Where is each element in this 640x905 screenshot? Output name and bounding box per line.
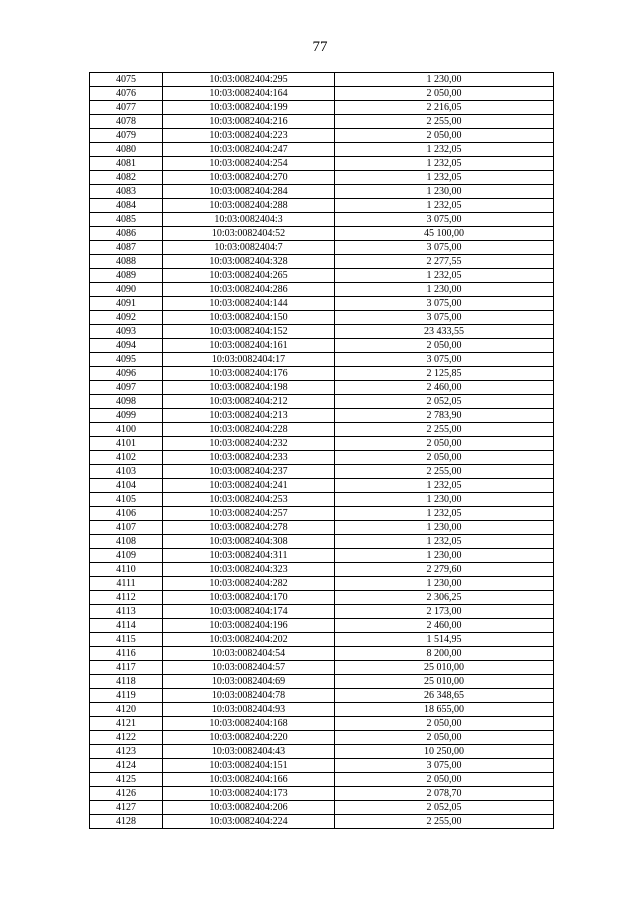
cadastral-number-cell: 10:03:0082404:270	[163, 171, 335, 185]
table-row	[90, 367, 554, 381]
table-row	[90, 227, 554, 241]
table-row	[90, 465, 554, 479]
row-number-cell: 4095	[90, 353, 163, 367]
cadastral-number-cell: 10:03:0082404:254	[163, 157, 335, 171]
value-cell: 25 010,00	[335, 661, 554, 675]
cadastral-number-cell: 10:03:0082404:54	[163, 647, 335, 661]
cadastral-number-cell: 10:03:0082404:223	[163, 129, 335, 143]
value-cell: 1 232,05	[335, 479, 554, 493]
cadastral-number-cell: 10:03:0082404:43	[163, 745, 335, 759]
table-row	[90, 563, 554, 577]
cadastral-number-cell: 10:03:0082404:233	[163, 451, 335, 465]
table-row	[90, 381, 554, 395]
cadastral-number-cell: 10:03:0082404:173	[163, 787, 335, 801]
value-cell: 2 050,00	[335, 451, 554, 465]
cadastral-number-cell: 10:03:0082404:328	[163, 255, 335, 269]
cadastral-number-cell: 10:03:0082404:168	[163, 717, 335, 731]
table-row	[90, 199, 554, 213]
row-number-cell: 4083	[90, 185, 163, 199]
value-cell: 2 052,05	[335, 395, 554, 409]
cadastral-number-cell: 10:03:0082404:288	[163, 199, 335, 213]
row-number-cell: 4101	[90, 437, 163, 451]
value-cell: 2 050,00	[335, 129, 554, 143]
value-cell: 3 075,00	[335, 297, 554, 311]
table-row	[90, 213, 554, 227]
cadastral-number-cell: 10:03:0082404:199	[163, 101, 335, 115]
row-number-cell: 4084	[90, 199, 163, 213]
cadastral-number-cell: 10:03:0082404:237	[163, 465, 335, 479]
value-cell: 2 255,00	[335, 115, 554, 129]
table-row	[90, 605, 554, 619]
cadastral-number-cell: 10:03:0082404:202	[163, 633, 335, 647]
cadastral-number-cell: 10:03:0082404:228	[163, 423, 335, 437]
row-number-cell: 4100	[90, 423, 163, 437]
value-cell: 10 250,00	[335, 745, 554, 759]
table-row	[90, 507, 554, 521]
cadastral-number-cell: 10:03:0082404:198	[163, 381, 335, 395]
value-cell: 2 052,05	[335, 801, 554, 815]
row-number-cell: 4116	[90, 647, 163, 661]
value-cell: 2 279,60	[335, 563, 554, 577]
value-cell: 2 783,90	[335, 409, 554, 423]
cadastral-number-cell: 10:03:0082404:57	[163, 661, 335, 675]
table-row	[90, 479, 554, 493]
value-cell: 2 460,00	[335, 619, 554, 633]
row-number-cell: 4112	[90, 591, 163, 605]
cadastral-number-cell: 10:03:0082404:164	[163, 87, 335, 101]
row-number-cell: 4125	[90, 773, 163, 787]
row-number-cell: 4128	[90, 815, 163, 829]
cadastral-number-cell: 10:03:0082404:232	[163, 437, 335, 451]
value-cell: 1 230,00	[335, 283, 554, 297]
row-number-cell: 4121	[90, 717, 163, 731]
value-cell: 23 433,55	[335, 325, 554, 339]
value-cell: 1 232,05	[335, 171, 554, 185]
table-row	[90, 255, 554, 269]
row-number-cell: 4091	[90, 297, 163, 311]
value-cell: 1 230,00	[335, 493, 554, 507]
table-row	[90, 745, 554, 759]
value-cell: 1 232,05	[335, 157, 554, 171]
cadastral-number-cell: 10:03:0082404:247	[163, 143, 335, 157]
row-number-cell: 4075	[90, 73, 163, 87]
value-cell: 1 232,05	[335, 143, 554, 157]
value-cell: 45 100,00	[335, 227, 554, 241]
row-number-cell: 4094	[90, 339, 163, 353]
row-number-cell: 4102	[90, 451, 163, 465]
table-row	[90, 101, 554, 115]
value-cell: 2 216,05	[335, 101, 554, 115]
table-row	[90, 451, 554, 465]
value-cell: 2 050,00	[335, 717, 554, 731]
value-cell: 1 230,00	[335, 549, 554, 563]
value-cell: 18 655,00	[335, 703, 554, 717]
value-cell: 2 078,70	[335, 787, 554, 801]
table-row	[90, 535, 554, 549]
value-cell: 8 200,00	[335, 647, 554, 661]
row-number-cell: 4115	[90, 633, 163, 647]
row-number-cell: 4093	[90, 325, 163, 339]
cadastral-number-cell: 10:03:0082404:257	[163, 507, 335, 521]
row-number-cell: 4119	[90, 689, 163, 703]
cadastral-number-cell: 10:03:0082404:216	[163, 115, 335, 129]
row-number-cell: 4097	[90, 381, 163, 395]
row-number-cell: 4086	[90, 227, 163, 241]
value-cell: 2 255,00	[335, 423, 554, 437]
page-number: 77	[312, 39, 328, 55]
table-row	[90, 339, 554, 353]
table-row	[90, 521, 554, 535]
value-cell: 2 050,00	[335, 339, 554, 353]
cadastral-number-cell: 10:03:0082404:174	[163, 605, 335, 619]
cadastral-number-cell: 10:03:0082404:161	[163, 339, 335, 353]
table-row	[90, 801, 554, 815]
cadastral-number-cell: 10:03:0082404:93	[163, 703, 335, 717]
table-row	[90, 395, 554, 409]
value-cell: 2 255,00	[335, 465, 554, 479]
table-row	[90, 773, 554, 787]
cadastral-number-cell: 10:03:0082404:278	[163, 521, 335, 535]
row-number-cell: 4107	[90, 521, 163, 535]
table-row	[90, 143, 554, 157]
row-number-cell: 4118	[90, 675, 163, 689]
value-cell: 3 075,00	[335, 311, 554, 325]
row-number-cell: 4089	[90, 269, 163, 283]
value-cell: 1 230,00	[335, 521, 554, 535]
table-row	[90, 241, 554, 255]
table-row	[90, 325, 554, 339]
row-number-cell: 4114	[90, 619, 163, 633]
row-number-cell: 4081	[90, 157, 163, 171]
cadastral-number-cell: 10:03:0082404:170	[163, 591, 335, 605]
cadastral-number-cell: 10:03:0082404:311	[163, 549, 335, 563]
value-cell: 2 306,25	[335, 591, 554, 605]
table-row	[90, 549, 554, 563]
row-number-cell: 4126	[90, 787, 163, 801]
row-number-cell: 4080	[90, 143, 163, 157]
row-number-cell: 4120	[90, 703, 163, 717]
row-number-cell: 4082	[90, 171, 163, 185]
row-number-cell: 4117	[90, 661, 163, 675]
cadastral-number-cell: 10:03:0082404:241	[163, 479, 335, 493]
cadastral-number-cell: 10:03:0082404:7	[163, 241, 335, 255]
value-cell: 2 255,00	[335, 815, 554, 829]
row-number-cell: 4109	[90, 549, 163, 563]
value-cell: 3 075,00	[335, 353, 554, 367]
cadastral-number-cell: 10:03:0082404:69	[163, 675, 335, 689]
table-row	[90, 675, 554, 689]
cadastral-number-cell: 10:03:0082404:224	[163, 815, 335, 829]
row-number-cell: 4076	[90, 87, 163, 101]
table-row	[90, 703, 554, 717]
value-cell: 1 232,05	[335, 535, 554, 549]
table-row	[90, 409, 554, 423]
table-row	[90, 717, 554, 731]
table-row	[90, 591, 554, 605]
value-cell: 25 010,00	[335, 675, 554, 689]
cadastral-number-cell: 10:03:0082404:286	[163, 283, 335, 297]
table-row	[90, 269, 554, 283]
row-number-cell: 4105	[90, 493, 163, 507]
row-number-cell: 4127	[90, 801, 163, 815]
row-number-cell: 4077	[90, 101, 163, 115]
value-cell: 2 277,55	[335, 255, 554, 269]
row-number-cell: 4108	[90, 535, 163, 549]
row-number-cell: 4088	[90, 255, 163, 269]
cadastral-number-cell: 10:03:0082404:3	[163, 213, 335, 227]
table-row	[90, 619, 554, 633]
cadastral-number-cell: 10:03:0082404:196	[163, 619, 335, 633]
cadastral-number-cell: 10:03:0082404:151	[163, 759, 335, 773]
table-row	[90, 731, 554, 745]
table-row	[90, 423, 554, 437]
cadastral-number-cell: 10:03:0082404:17	[163, 353, 335, 367]
value-cell: 1 230,00	[335, 73, 554, 87]
cadastral-number-cell: 10:03:0082404:282	[163, 577, 335, 591]
cadastral-number-cell: 10:03:0082404:308	[163, 535, 335, 549]
cadastral-number-cell: 10:03:0082404:166	[163, 773, 335, 787]
cadastral-number-cell: 10:03:0082404:253	[163, 493, 335, 507]
value-cell: 26 348,65	[335, 689, 554, 703]
value-cell: 2 125,85	[335, 367, 554, 381]
row-number-cell: 4123	[90, 745, 163, 759]
table-row	[90, 787, 554, 801]
table-row	[90, 297, 554, 311]
table-row	[90, 311, 554, 325]
row-number-cell: 4104	[90, 479, 163, 493]
row-number-cell: 4079	[90, 129, 163, 143]
row-number-cell: 4110	[90, 563, 163, 577]
cadastral-value-table	[89, 72, 554, 829]
value-cell: 2 050,00	[335, 773, 554, 787]
table-row	[90, 437, 554, 451]
value-cell: 2 050,00	[335, 731, 554, 745]
row-number-cell: 4124	[90, 759, 163, 773]
table-row	[90, 115, 554, 129]
table-row	[90, 661, 554, 675]
value-cell: 1 232,05	[335, 199, 554, 213]
row-number-cell: 4085	[90, 213, 163, 227]
table-row	[90, 283, 554, 297]
cadastral-number-cell: 10:03:0082404:176	[163, 367, 335, 381]
table-row	[90, 171, 554, 185]
table-row	[90, 493, 554, 507]
table-row	[90, 577, 554, 591]
table-row	[90, 73, 554, 87]
table-row	[90, 157, 554, 171]
value-cell: 1 232,05	[335, 507, 554, 521]
value-cell: 3 075,00	[335, 759, 554, 773]
table-row	[90, 759, 554, 773]
value-cell: 2 460,00	[335, 381, 554, 395]
row-number-cell: 4087	[90, 241, 163, 255]
table-row	[90, 353, 554, 367]
cadastral-number-cell: 10:03:0082404:78	[163, 689, 335, 703]
table-row	[90, 689, 554, 703]
value-cell: 2 050,00	[335, 437, 554, 451]
row-number-cell: 4096	[90, 367, 163, 381]
value-cell: 3 075,00	[335, 241, 554, 255]
cadastral-number-cell: 10:03:0082404:213	[163, 409, 335, 423]
value-cell: 2 050,00	[335, 87, 554, 101]
cadastral-number-cell: 10:03:0082404:220	[163, 731, 335, 745]
cadastral-number-cell: 10:03:0082404:144	[163, 297, 335, 311]
row-number-cell: 4078	[90, 115, 163, 129]
row-number-cell: 4111	[90, 577, 163, 591]
row-number-cell: 4103	[90, 465, 163, 479]
value-cell: 2 173,00	[335, 605, 554, 619]
cadastral-number-cell: 10:03:0082404:150	[163, 311, 335, 325]
value-cell: 1 230,00	[335, 577, 554, 591]
table-row	[90, 633, 554, 647]
row-number-cell: 4106	[90, 507, 163, 521]
table-row	[90, 129, 554, 143]
value-cell: 1 232,05	[335, 269, 554, 283]
table-row	[90, 185, 554, 199]
cadastral-number-cell: 10:03:0082404:265	[163, 269, 335, 283]
cadastral-number-cell: 10:03:0082404:212	[163, 395, 335, 409]
row-number-cell: 4098	[90, 395, 163, 409]
table-row	[90, 815, 554, 829]
cadastral-number-cell: 10:03:0082404:323	[163, 563, 335, 577]
value-cell: 1 514,95	[335, 633, 554, 647]
table-body	[90, 73, 554, 829]
table-row	[90, 87, 554, 101]
cadastral-number-cell: 10:03:0082404:206	[163, 801, 335, 815]
row-number-cell: 4113	[90, 605, 163, 619]
row-number-cell: 4099	[90, 409, 163, 423]
row-number-cell: 4122	[90, 731, 163, 745]
row-number-cell: 4092	[90, 311, 163, 325]
table-row	[90, 647, 554, 661]
cadastral-number-cell: 10:03:0082404:152	[163, 325, 335, 339]
cadastral-number-cell: 10:03:0082404:295	[163, 73, 335, 87]
row-number-cell: 4090	[90, 283, 163, 297]
value-cell: 1 230,00	[335, 185, 554, 199]
value-cell: 3 075,00	[335, 213, 554, 227]
cadastral-number-cell: 10:03:0082404:52	[163, 227, 335, 241]
cadastral-number-cell: 10:03:0082404:284	[163, 185, 335, 199]
